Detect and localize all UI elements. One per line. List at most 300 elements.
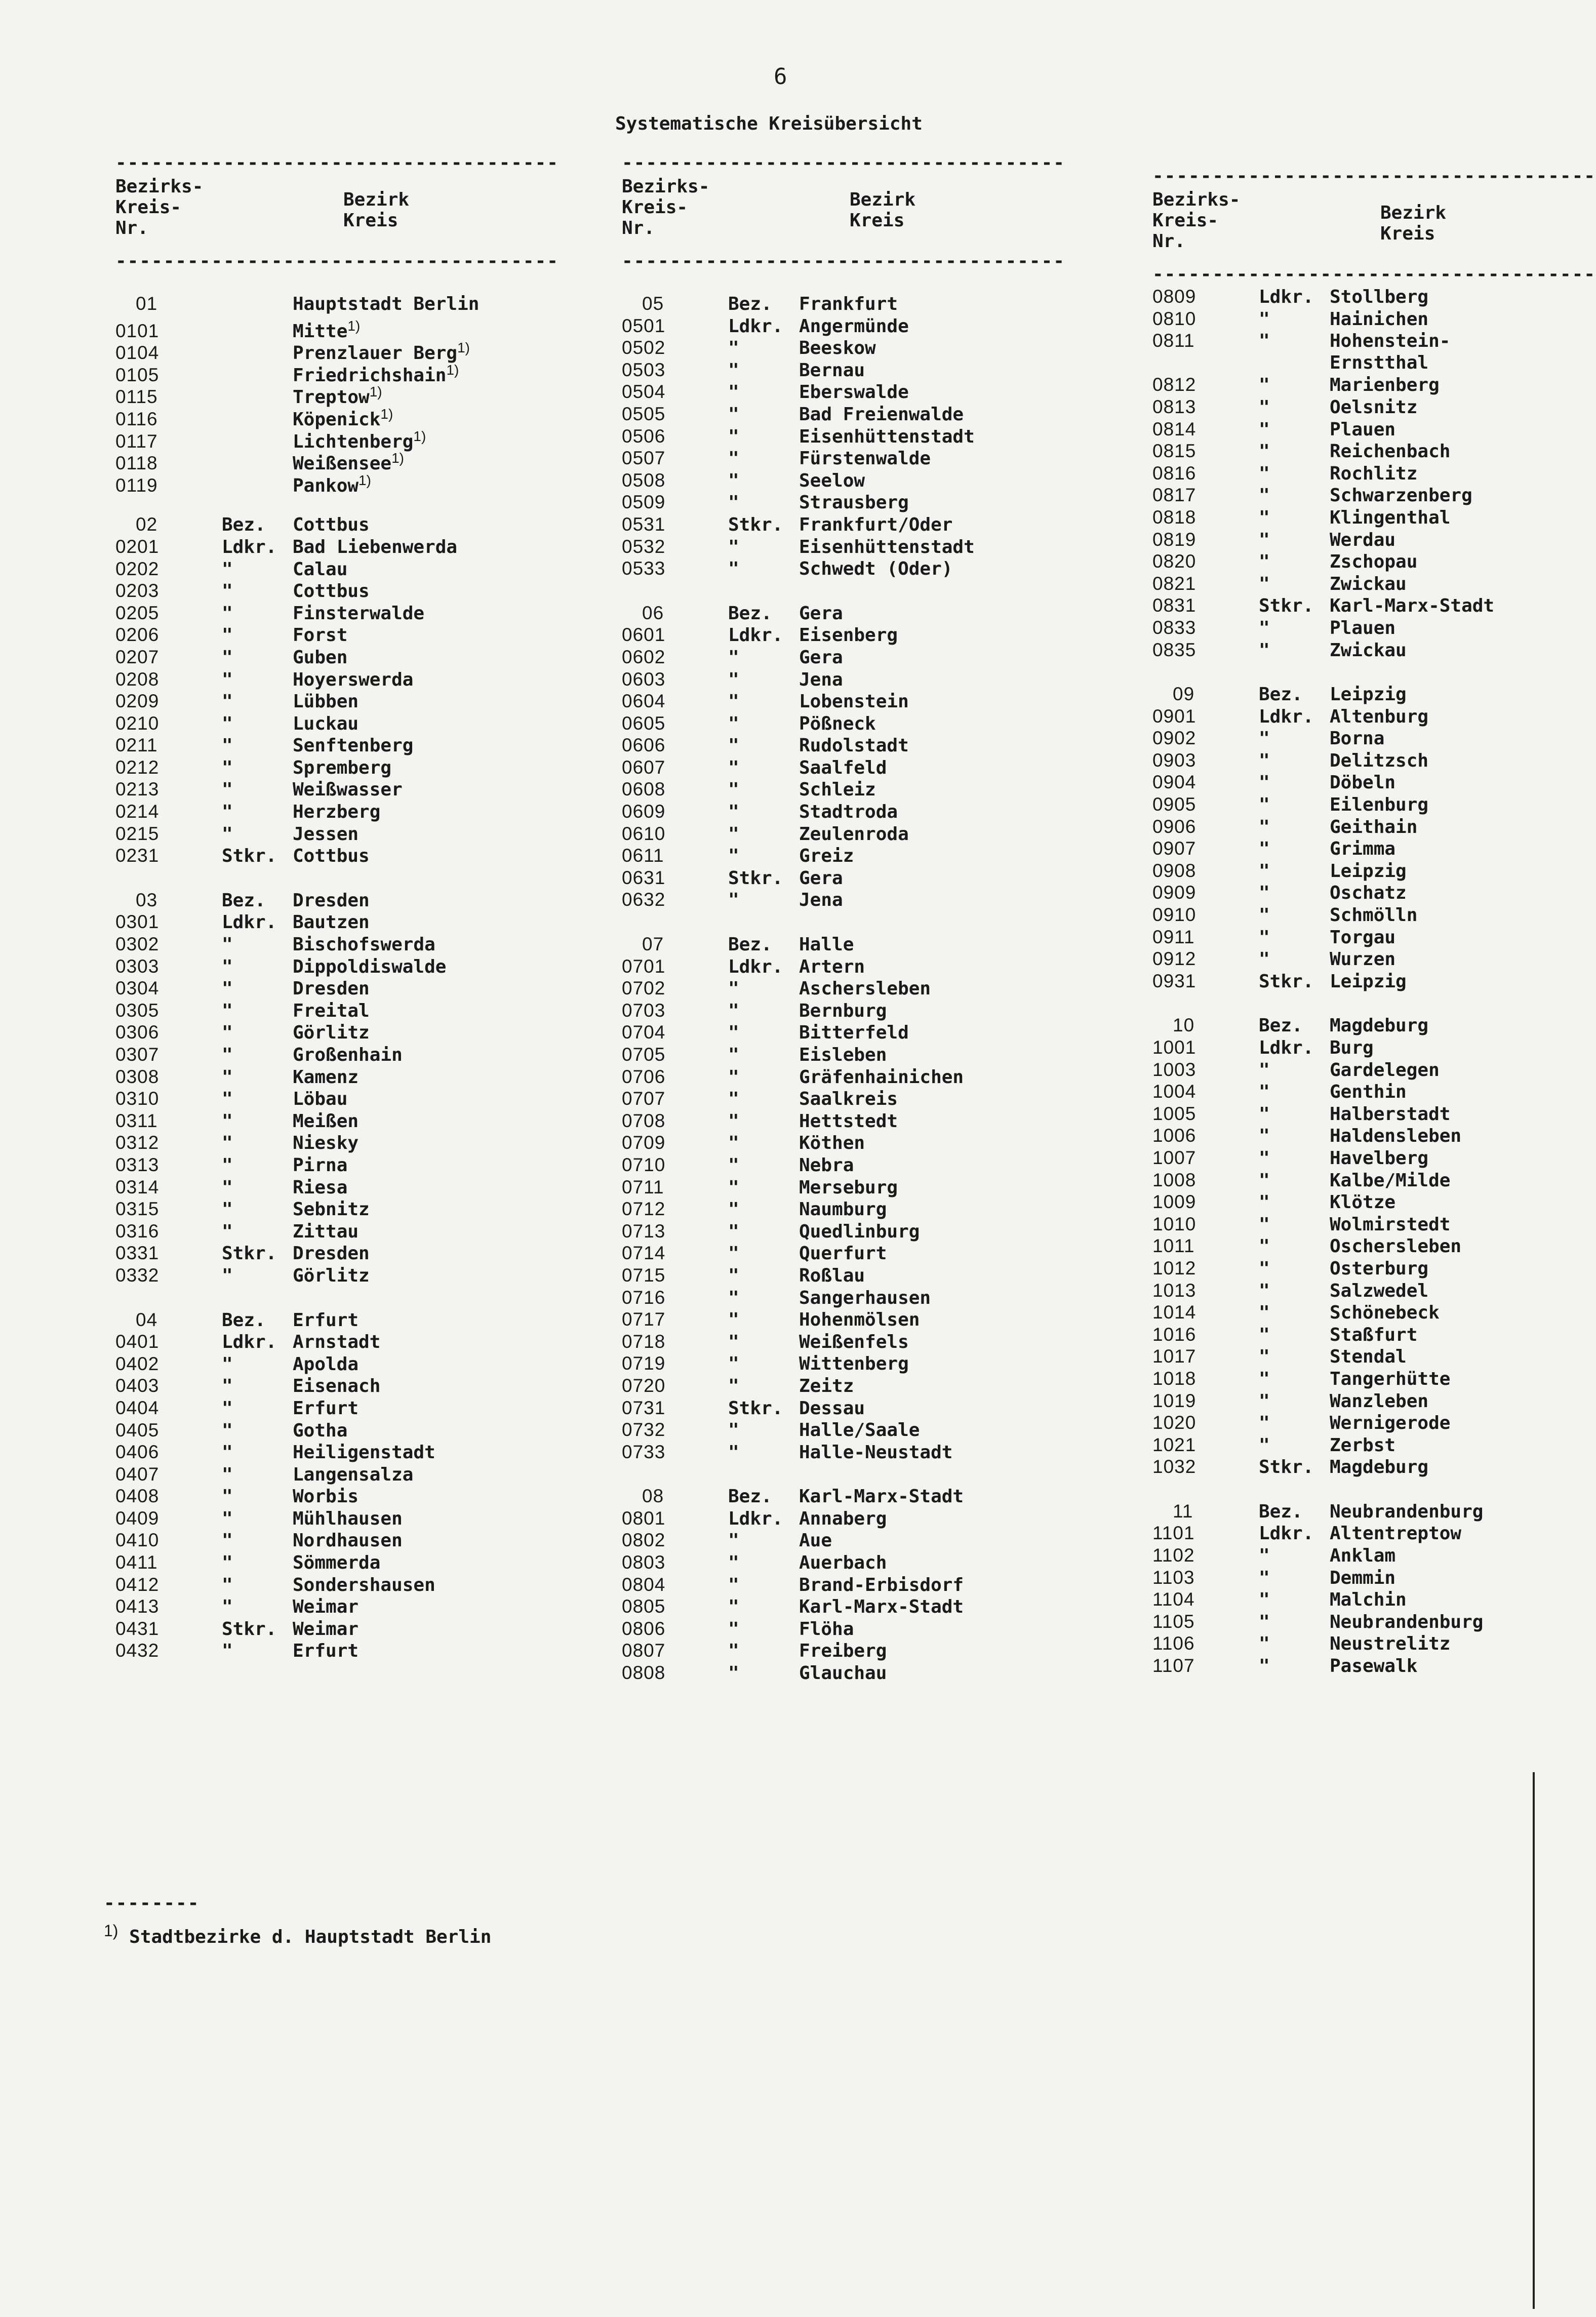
kreis-number: 0413 xyxy=(115,1596,159,1617)
kreis-name-text: Lichtenberg xyxy=(293,431,414,452)
kreis-number: 0931 xyxy=(1152,970,1196,991)
kreis-number: 1009 xyxy=(1152,1191,1196,1213)
kreis-name xyxy=(799,1044,887,1066)
kreis-name xyxy=(293,1243,370,1265)
header-code-label xyxy=(622,176,709,238)
kreis-type: " xyxy=(728,1045,739,1065)
table-row xyxy=(622,668,1057,691)
kreis-name-text: Klötze xyxy=(1330,1192,1396,1213)
header-name-line: Kreis xyxy=(343,210,398,231)
table-row xyxy=(115,1176,551,1199)
kreis-type: " xyxy=(222,1353,233,1375)
kreis-type: " xyxy=(222,691,233,712)
table-row xyxy=(622,1375,1057,1397)
table-row xyxy=(622,845,1057,867)
kreis-name xyxy=(799,337,876,359)
kreis-type: " xyxy=(222,1221,233,1242)
table-row xyxy=(115,1066,551,1088)
kreis-name xyxy=(799,1199,887,1221)
kreis-name xyxy=(1330,529,1395,551)
footnote-ref: 1) xyxy=(413,428,426,444)
header-name-line: Kreis xyxy=(850,210,905,231)
kreis-name-text: Schwedt (Oder) xyxy=(799,558,953,580)
table-row xyxy=(622,381,1057,403)
table-row xyxy=(115,823,551,845)
kreis-type: " xyxy=(222,1177,233,1198)
table-row xyxy=(622,646,1057,668)
kreis-name xyxy=(799,956,865,978)
kreis-type: " xyxy=(222,1641,233,1662)
kreis-type: " xyxy=(1259,772,1270,793)
table-row xyxy=(622,734,1057,756)
kreis-name xyxy=(799,315,909,338)
kreis-name xyxy=(1330,1015,1428,1037)
kreis-name-text: Sebnitz xyxy=(293,1199,370,1220)
kreis-name xyxy=(1330,1633,1450,1655)
kreis-name xyxy=(1330,507,1450,529)
kreis-name-text: Bernburg xyxy=(799,1000,887,1021)
kreis-type: " xyxy=(728,1089,739,1110)
kreis-name-text: Erfurt xyxy=(293,1641,359,1662)
kreis-type: " xyxy=(1259,617,1270,638)
kreis-number: 0209 xyxy=(115,691,159,712)
kreis-name xyxy=(1330,838,1395,860)
kreis-type: " xyxy=(1259,1390,1270,1412)
kreis-name-text: Cottbus xyxy=(293,514,370,536)
kreis-type: Stkr. xyxy=(728,867,783,889)
table-row xyxy=(115,801,551,823)
kreis-number: 1017 xyxy=(1152,1346,1196,1367)
table-row xyxy=(115,1485,551,1507)
kreis-type: " xyxy=(728,735,739,756)
kreis-name-text: Treptow xyxy=(293,387,370,408)
kreis-name-text: Pasewalk xyxy=(1330,1656,1418,1677)
kreis-name xyxy=(1330,396,1417,419)
table-row xyxy=(1152,860,1588,882)
kreis-name-text: Gräfenhainichen xyxy=(799,1066,964,1088)
kreis-name xyxy=(293,1397,358,1420)
kreis-name-text: Borna xyxy=(1330,728,1385,749)
kreis-name-text: Salzwedel xyxy=(1330,1280,1429,1301)
kreis-name xyxy=(293,1640,358,1662)
kreis-type: " xyxy=(728,338,739,359)
kreis-type: " xyxy=(1259,883,1270,904)
kreis-number: 03 xyxy=(136,889,158,910)
kreis-name-text: Eberswalde xyxy=(799,382,909,403)
kreis-type: " xyxy=(728,669,739,690)
kreis-name-text: Wolmirstedt xyxy=(1330,1214,1451,1235)
kreis-type: " xyxy=(728,1375,739,1396)
kreis-type: " xyxy=(1259,1214,1270,1235)
kreis-name-text: Hoyerswerda xyxy=(293,669,414,690)
table-row xyxy=(622,1198,1057,1220)
kreis-type: " xyxy=(1259,507,1270,528)
kreis-type: " xyxy=(1259,1192,1270,1213)
kreis-type: " xyxy=(1259,1346,1270,1368)
kreis-name xyxy=(799,624,898,647)
kreis-number: 0205 xyxy=(115,602,159,623)
kreis-name xyxy=(1330,1655,1417,1677)
kreis-name xyxy=(1330,1412,1450,1434)
kreis-type: " xyxy=(1259,1324,1270,1345)
kreis-type: Ldkr. xyxy=(728,1508,783,1529)
kreis-type: Stkr. xyxy=(1259,1457,1314,1478)
kreis-name-text: Schwarzenberg xyxy=(1330,485,1472,506)
kreis-name xyxy=(799,1309,920,1331)
kreis-name xyxy=(293,624,347,647)
kreis-name xyxy=(293,713,358,735)
kreis-name-text: Cottbus xyxy=(293,846,370,867)
kreis-number: 0712 xyxy=(622,1199,666,1220)
kreis-number: 0509 xyxy=(622,492,666,513)
kreis-number: 1020 xyxy=(1152,1412,1196,1433)
kreis-type: " xyxy=(222,669,233,690)
kreis-name xyxy=(799,1110,898,1133)
kreis-name-text: Sömmerda xyxy=(293,1552,381,1574)
kreis-type: " xyxy=(1259,728,1270,749)
kreis-name xyxy=(1330,1147,1428,1170)
kreis-number: 11 xyxy=(1173,1500,1193,1522)
kreis-number: 0611 xyxy=(622,845,664,866)
kreis-name-text: Altenburg xyxy=(1330,706,1429,727)
table-row xyxy=(622,1176,1057,1199)
kreis-name-text: Zeitz xyxy=(799,1375,854,1396)
kreis-name xyxy=(799,1331,909,1353)
kreis-name xyxy=(293,580,370,603)
kreis-type: " xyxy=(728,1110,739,1132)
table-row xyxy=(1152,1059,1588,1081)
table-row xyxy=(622,778,1057,801)
table-row xyxy=(1152,1632,1588,1655)
kreis-name xyxy=(799,1397,865,1420)
kreis-name-text: Werdau xyxy=(1330,529,1396,550)
kreis-number: 0508 xyxy=(622,469,666,491)
kreis-name-text: Halberstadt xyxy=(1330,1103,1451,1125)
table-row xyxy=(115,756,551,779)
kreis-number: 0713 xyxy=(622,1220,666,1242)
kreis-name-text: Eisleben xyxy=(799,1045,887,1065)
table-row xyxy=(115,580,551,602)
kreis-name-text: Finsterwalde xyxy=(293,603,425,624)
kreis-number: 0507 xyxy=(622,448,666,469)
kreis-name-text: Forst xyxy=(293,625,348,646)
kreis-name-text: Zeulenroda xyxy=(799,823,909,845)
kreis-name xyxy=(799,801,898,823)
kreis-type: " xyxy=(222,603,233,624)
kreis-type: Ldkr. xyxy=(222,912,277,933)
kreis-type: " xyxy=(222,1464,233,1485)
footnote-text: Stadtbezirke d. Hauptstadt Berlin xyxy=(129,1927,492,1947)
kreis-name xyxy=(1330,1501,1483,1523)
kreis-name xyxy=(799,934,854,956)
kreis-type: " xyxy=(728,713,739,734)
kreis-name-text: Karl-Marx-Stadt xyxy=(799,1596,964,1618)
kreis-name xyxy=(293,801,380,823)
table-row xyxy=(1152,462,1588,485)
kreis-type: " xyxy=(728,846,739,867)
kreis-name-text: Döbeln xyxy=(1330,772,1396,793)
kreis-name-text: Auerbach xyxy=(799,1552,887,1574)
table-column-1 xyxy=(115,152,559,1662)
kreis-name-text: Freital xyxy=(293,1000,370,1021)
kreis-name-text: Meißen xyxy=(293,1110,359,1132)
table-row xyxy=(622,491,1057,513)
kreis-name xyxy=(1330,1191,1395,1214)
kreis-number: 0301 xyxy=(115,911,159,933)
table-row xyxy=(1152,1368,1588,1390)
kreis-name xyxy=(1330,1302,1440,1324)
kreis-name xyxy=(799,1596,964,1618)
kreis-name-text: Mühlhausen xyxy=(293,1508,403,1529)
kreis-name-text: Grimma xyxy=(1330,838,1396,860)
kreis-type: " xyxy=(1259,1236,1270,1257)
kreis-type: Bez. xyxy=(222,890,266,911)
kreis-name xyxy=(1330,485,1472,507)
kreis-type: Bez. xyxy=(728,294,772,314)
header-code-label xyxy=(115,176,203,238)
kreis-name xyxy=(1330,794,1428,816)
kreis-type: " xyxy=(1259,1258,1270,1279)
table-row xyxy=(1152,749,1588,772)
kreis-number: 0533 xyxy=(622,558,666,579)
kreis-number: 0116 xyxy=(115,408,158,429)
table-row xyxy=(1152,550,1588,573)
table-row xyxy=(622,1441,1057,1463)
kreis-name xyxy=(799,1353,909,1375)
table-row xyxy=(115,1220,551,1243)
kreis-name xyxy=(799,1066,964,1089)
table-row xyxy=(1152,594,1588,617)
header-name-label xyxy=(850,189,915,231)
table-row xyxy=(622,337,1057,359)
kreis-name xyxy=(293,1199,370,1221)
kreis-name xyxy=(799,426,975,448)
kreis-number: 0310 xyxy=(115,1088,159,1109)
kreis-number: 0212 xyxy=(115,756,159,778)
table-row xyxy=(115,624,551,646)
kreis-name xyxy=(293,845,370,867)
kreis-name xyxy=(293,1574,435,1596)
kreis-number: 1102 xyxy=(1152,1545,1195,1566)
kreis-type: " xyxy=(728,426,739,447)
header-name-line: Bezirk xyxy=(850,189,916,210)
table-row xyxy=(622,1352,1057,1375)
kreis-name-text: Zwickau xyxy=(1330,573,1407,594)
kreis-type: " xyxy=(222,625,233,646)
kreis-name-text: Pankow xyxy=(293,475,359,496)
kreis-name-text: Weißensee xyxy=(293,453,392,474)
kreis-name xyxy=(293,1265,370,1287)
kreis-name xyxy=(293,1309,358,1332)
kreis-number: 0903 xyxy=(1152,749,1196,771)
kreis-name-text: Frankfurt/Oder xyxy=(799,514,953,535)
kreis-type: " xyxy=(222,558,233,580)
table-row xyxy=(622,1551,1057,1574)
kreis-number: 0733 xyxy=(622,1441,666,1462)
kreis-name-text: Friedrichshain xyxy=(293,365,447,386)
table-row xyxy=(622,1154,1057,1176)
kreis-type: Ldkr. xyxy=(222,1332,277,1353)
kreis-type: " xyxy=(728,1641,739,1662)
kreis-type: " xyxy=(728,448,739,469)
kreis-name xyxy=(1330,1611,1483,1633)
table-row xyxy=(115,1441,551,1463)
kreis-number: 0701 xyxy=(622,955,666,977)
kreis-number: 1016 xyxy=(1152,1324,1196,1345)
section-row xyxy=(1152,683,1588,705)
kreis-number: 1001 xyxy=(1152,1037,1196,1058)
kreis-name-text: Stadtroda xyxy=(799,802,898,823)
kreis-type: " xyxy=(728,647,739,668)
kreis-name xyxy=(1330,1280,1428,1302)
kreis-name xyxy=(293,1022,370,1044)
kreis-type: " xyxy=(222,1000,233,1021)
kreis-name-text: Saalfeld xyxy=(799,757,887,778)
kreis-name xyxy=(293,691,358,713)
kreis-type: " xyxy=(1259,1147,1270,1169)
table-row xyxy=(115,690,551,712)
kreis-name-text: Köpenick xyxy=(293,409,381,430)
kreis-type: " xyxy=(1259,419,1270,440)
table-row xyxy=(622,1618,1057,1640)
kreis-name-text: Mitte xyxy=(293,321,348,342)
kreis-name xyxy=(1330,286,1428,308)
kreis-number: 0214 xyxy=(115,801,159,822)
kreis-name-text: Worbis xyxy=(293,1486,359,1507)
table-row xyxy=(1152,1235,1588,1257)
kreis-name xyxy=(293,1177,347,1199)
kreis-name-text: Gera xyxy=(799,603,843,624)
kreis-number: 1003 xyxy=(1152,1059,1196,1080)
kreis-number: 0303 xyxy=(115,955,159,977)
kreis-type: " xyxy=(222,713,233,734)
table-row xyxy=(622,1044,1057,1066)
table-row xyxy=(622,624,1057,646)
table-row xyxy=(622,1287,1057,1309)
kreis-name-text: Wernigerode xyxy=(1330,1413,1451,1434)
page-title: Systematische Kreisübersicht xyxy=(615,113,923,134)
kreis-name xyxy=(293,1154,347,1177)
kreis-name xyxy=(1330,441,1450,463)
kreis-name-text: Altentreptow xyxy=(1330,1523,1462,1544)
kreis-type: Bez. xyxy=(222,1309,266,1331)
kreis-name xyxy=(293,735,413,757)
kreis-name xyxy=(799,1154,854,1177)
kreis-name-text: Delitzsch xyxy=(1330,750,1429,771)
table-row xyxy=(622,1000,1057,1022)
kreis-name-text: Senftenberg xyxy=(293,735,414,756)
kreis-type: " xyxy=(1259,396,1270,418)
kreis-name-text: Hauptstadt Berlin xyxy=(293,294,480,314)
kreis-type: " xyxy=(222,1508,233,1529)
kreis-name-text: Oschatz xyxy=(1330,883,1407,904)
kreis-name-text: Eisenhüttenstadt xyxy=(799,426,975,447)
kreis-number: 0202 xyxy=(115,558,159,579)
table-row xyxy=(622,690,1057,712)
kreis-number: 0610 xyxy=(622,823,666,844)
kreis-number: 0314 xyxy=(115,1176,159,1197)
kreis-number: 1019 xyxy=(1152,1390,1196,1411)
kreis-name-text: Spremberg xyxy=(293,757,392,778)
kreis-name-text: Dresden xyxy=(293,1243,370,1264)
kreis-name xyxy=(293,978,370,1000)
kreis-number: 0806 xyxy=(622,1618,666,1639)
kreis-name xyxy=(1330,948,1395,971)
kreis-name-text: Stollberg xyxy=(1330,287,1429,307)
kreis-number: 0117 xyxy=(115,430,158,452)
kreis-name-text: Klingenthal xyxy=(1330,507,1451,528)
kreis-number: 0505 xyxy=(622,403,666,424)
kreis-number: 0410 xyxy=(115,1530,159,1551)
kreis-name xyxy=(1330,1434,1395,1457)
kreis-number: 1010 xyxy=(1152,1213,1196,1234)
table-row xyxy=(622,867,1057,889)
kreis-type: " xyxy=(1259,1656,1270,1677)
kreis-number: 0603 xyxy=(622,668,666,690)
kreis-name-text: Haldensleben xyxy=(1330,1126,1462,1147)
kreis-name-text: Malchin xyxy=(1330,1589,1407,1611)
kreis-type: " xyxy=(728,1309,739,1331)
kreis-name xyxy=(799,647,843,669)
kreis-number: 0809 xyxy=(1152,286,1196,307)
table-row xyxy=(115,1551,551,1574)
table-row xyxy=(1152,418,1588,441)
kreis-number: 0910 xyxy=(1152,904,1196,926)
kreis-name-text: Hohenstein- xyxy=(1330,331,1451,352)
kreis-name xyxy=(799,669,843,691)
kreis-number: 0119 xyxy=(115,474,158,496)
kreis-type: " xyxy=(728,890,739,911)
kreis-number: 0412 xyxy=(115,1574,159,1595)
kreis-number: 0717 xyxy=(622,1309,666,1330)
kreis-name xyxy=(293,536,457,558)
kreis-number: 0213 xyxy=(115,779,159,800)
column-header xyxy=(115,174,551,250)
table-row xyxy=(115,1507,551,1530)
kreis-name-text: Magdeburg xyxy=(1330,1457,1429,1478)
kreis-number: 0308 xyxy=(115,1066,159,1087)
kreis-type: Ldkr. xyxy=(222,536,277,557)
kreis-name-text: Bischofswerda xyxy=(293,934,435,955)
table-row xyxy=(1152,904,1588,926)
kreis-type: " xyxy=(222,1022,233,1044)
header-rule-top: ------------------------------------- xyxy=(1152,166,1596,186)
kreis-type: " xyxy=(1259,1633,1270,1655)
table-row xyxy=(1152,1567,1588,1589)
table-row xyxy=(115,1595,551,1618)
kreis-number: 0311 xyxy=(115,1110,158,1131)
kreis-type: " xyxy=(1259,794,1270,816)
kreis-number: 1104 xyxy=(1152,1589,1195,1610)
kreis-number: 0804 xyxy=(622,1574,666,1595)
kreis-name xyxy=(293,1375,380,1397)
table-row xyxy=(115,1331,551,1353)
kreis-type: Ldkr. xyxy=(1259,706,1314,727)
kreis-number: 0201 xyxy=(115,536,159,557)
kreis-number: 0532 xyxy=(622,536,666,557)
footnote-rule: -------- xyxy=(104,1893,200,1913)
kreis-name-text: Neubrandenburg xyxy=(1330,1501,1484,1522)
kreis-type: Bez. xyxy=(1259,1501,1303,1522)
kreis-number: 0908 xyxy=(1152,860,1196,881)
table-row xyxy=(622,1507,1057,1530)
kreis-name xyxy=(293,1132,358,1154)
kreis-number: 0609 xyxy=(622,801,666,822)
kreis-type: Ldkr. xyxy=(728,315,783,337)
kreis-type: " xyxy=(222,978,233,1000)
kreis-type: " xyxy=(728,1574,739,1595)
kreis-name xyxy=(799,1530,832,1552)
